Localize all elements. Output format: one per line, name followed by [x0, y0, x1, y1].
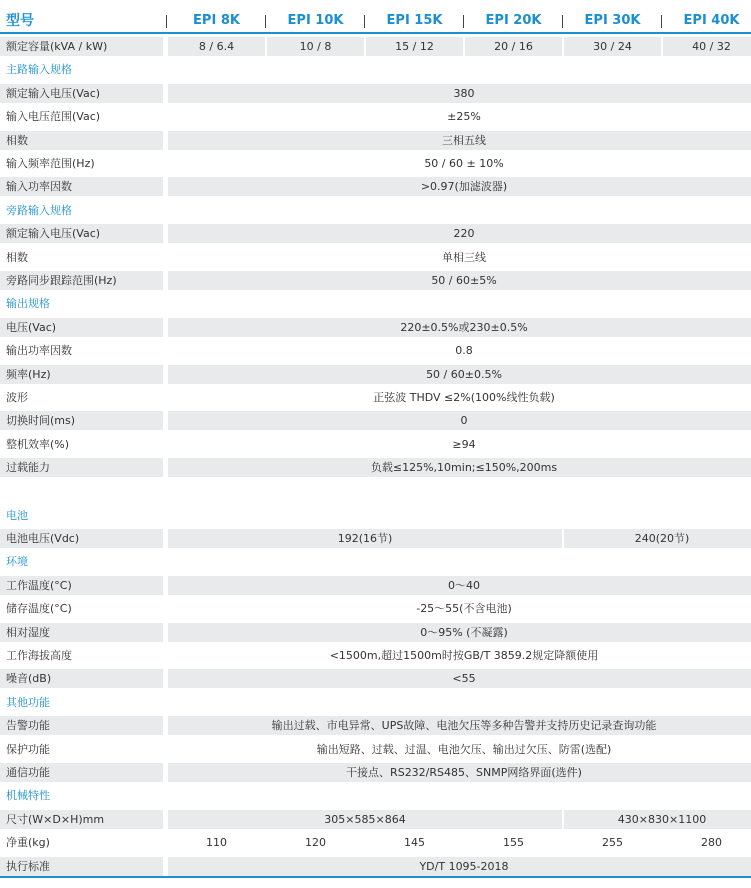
table-row — [0, 411, 751, 430]
model-name: EPI 15K — [386, 13, 443, 28]
row-value: 30 / 24 — [564, 37, 661, 56]
header-separator — [562, 15, 563, 28]
model-name: EPI 40K — [683, 13, 740, 28]
row-value: 单相三线 — [442, 251, 486, 264]
row-label: 相对湿度 — [0, 623, 163, 642]
table-row — [0, 224, 751, 243]
model-name: EPI 30K — [584, 13, 641, 28]
row-value: 0 — [168, 411, 751, 430]
row-label: 过载能力 — [0, 458, 163, 477]
table-row — [0, 529, 751, 548]
row-label: 额定输入电压(Vac) — [0, 224, 163, 243]
table-row — [0, 833, 751, 852]
table-row — [0, 599, 751, 618]
row-value: 0.8 — [455, 344, 473, 357]
table-row — [0, 458, 751, 477]
table-row — [0, 154, 751, 173]
header-separator — [265, 15, 266, 28]
row-label: 频率(Hz) — [0, 365, 163, 384]
row-label: 净重(kg) — [6, 836, 50, 849]
row-label: 旁路同步跟踪范围(Hz) — [0, 271, 163, 290]
row-label: 相数 — [6, 251, 28, 264]
table-row — [0, 763, 751, 782]
row-value: 输出过载、市电异常、UPS故障、电池欠压等多种告警并支持历史记录查询功能 — [168, 716, 751, 735]
header-separator — [661, 15, 662, 28]
footer-rule — [0, 876, 751, 878]
row-label: 噪音(dB) — [0, 669, 163, 688]
table-row — [0, 365, 751, 384]
table-row — [0, 623, 751, 642]
header-separator — [463, 15, 464, 28]
section-heading: 其他功能 — [6, 696, 50, 709]
row-value: >0.97(加滤波器) — [168, 177, 751, 196]
table-row — [0, 857, 751, 876]
row-label: 输入功率因数 — [0, 177, 163, 196]
table-row — [0, 318, 751, 337]
header-separator — [364, 15, 365, 28]
row-value: 40 / 32 — [663, 37, 751, 56]
model-name: EPI 8K — [193, 13, 240, 28]
header-rule — [0, 32, 751, 34]
row-label: 保护功能 — [6, 743, 50, 756]
row-label: 通信功能 — [0, 763, 163, 782]
row-value: 50 / 60±0.5% — [168, 365, 751, 384]
table-row — [0, 84, 751, 103]
model-header-row — [0, 10, 751, 32]
row-value: 8 / 6.4 — [168, 37, 265, 56]
row-label: 尺寸(W×D×H)mm — [0, 810, 163, 829]
row-value: <55 — [168, 669, 751, 688]
row-label: 整机效率(%) — [6, 438, 70, 451]
row-value: 280 — [701, 836, 722, 849]
row-value: 305×585×864 — [168, 810, 562, 829]
row-value: 50 / 60 ± 10% — [424, 157, 504, 170]
row-label: 额定容量(kVA / kW) — [0, 37, 163, 56]
row-label: 工作温度(°C) — [0, 576, 163, 595]
table-row — [0, 740, 751, 759]
row-value: 380 — [168, 84, 751, 103]
row-value: YD/T 1095-2018 — [168, 857, 751, 876]
row-value: 220 — [168, 224, 751, 243]
row-value: 负载≤125%,10min;≤150%,200ms — [168, 458, 751, 477]
row-value: 50 / 60±5% — [168, 271, 751, 290]
table-row — [0, 716, 751, 735]
row-value: 20 / 16 — [465, 37, 562, 56]
table-row — [0, 37, 751, 56]
table-row — [0, 271, 751, 290]
row-label: 电压(Vac) — [0, 318, 163, 337]
row-value: 240(20节) — [564, 529, 751, 548]
row-value: 255 — [602, 836, 623, 849]
section-heading: 机械特性 — [6, 789, 50, 802]
row-value: ≥94 — [452, 438, 476, 451]
table-row — [0, 248, 751, 267]
section-heading: 旁路输入规格 — [6, 204, 72, 217]
row-value: 10 / 8 — [267, 37, 364, 56]
row-value: 155 — [503, 836, 524, 849]
row-label: 相数 — [0, 131, 163, 150]
row-label: 储存温度(°C) — [6, 602, 72, 615]
row-value: 220±0.5%或230±0.5% — [168, 318, 751, 337]
row-value: 145 — [404, 836, 425, 849]
table-row — [0, 576, 751, 595]
table-row — [0, 646, 751, 665]
header-separator — [166, 15, 167, 28]
row-value: 0～95% (不凝露) — [168, 623, 751, 642]
table-row — [0, 177, 751, 196]
row-label: 执行标准 — [0, 857, 163, 876]
model-name: EPI 10K — [287, 13, 344, 28]
table-row — [0, 341, 751, 360]
section-heading: 环境 — [6, 555, 28, 568]
row-value: 192(16节) — [168, 529, 562, 548]
row-label: 输入电压范围(Vac) — [6, 110, 101, 123]
table-row — [0, 107, 751, 126]
table-row — [0, 388, 751, 407]
row-label: 切换时间(ms) — [0, 411, 163, 430]
table-row — [0, 669, 751, 688]
row-label: 波形 — [6, 391, 28, 404]
row-value: -25～55(不含电池) — [416, 602, 512, 615]
table-row — [0, 810, 751, 829]
row-label: 工作海拔高度 — [6, 649, 72, 662]
row-label: 告警功能 — [0, 716, 163, 735]
row-value: 430×830×1100 — [564, 810, 751, 829]
row-value: 正弦波 THDV ≤2%(100%线性负载) — [373, 391, 555, 404]
row-value: 110 — [206, 836, 227, 849]
row-value: 0～40 — [168, 576, 751, 595]
row-label: 输出功率因数 — [6, 344, 72, 357]
row-value: ±25% — [447, 110, 481, 123]
row-value: 输出短路、过载、过温、电池欠压、输出过欠压、防雷(选配) — [316, 743, 612, 756]
row-label: 输入频率范围(Hz) — [6, 157, 95, 170]
row-value: 15 / 12 — [366, 37, 463, 56]
table-row — [0, 435, 751, 454]
section-heading: 输出规格 — [6, 297, 50, 310]
model-label: 型号 — [6, 13, 34, 29]
section-heading: 电池 — [6, 509, 28, 522]
row-label: 电池电压(Vdc) — [0, 529, 163, 548]
table-row — [0, 131, 751, 150]
row-value: <1500m,超过1500m时按GB/T 3859.2规定降额使用 — [329, 649, 599, 662]
section-heading: 主路输入规格 — [6, 63, 72, 76]
row-value: 120 — [305, 836, 326, 849]
row-value: 三相五线 — [168, 131, 751, 150]
row-label: 额定输入电压(Vac) — [0, 84, 163, 103]
row-value: 干接点、RS232/RS485、SNMP网络界面(选件) — [168, 763, 751, 782]
model-name: EPI 20K — [485, 13, 542, 28]
